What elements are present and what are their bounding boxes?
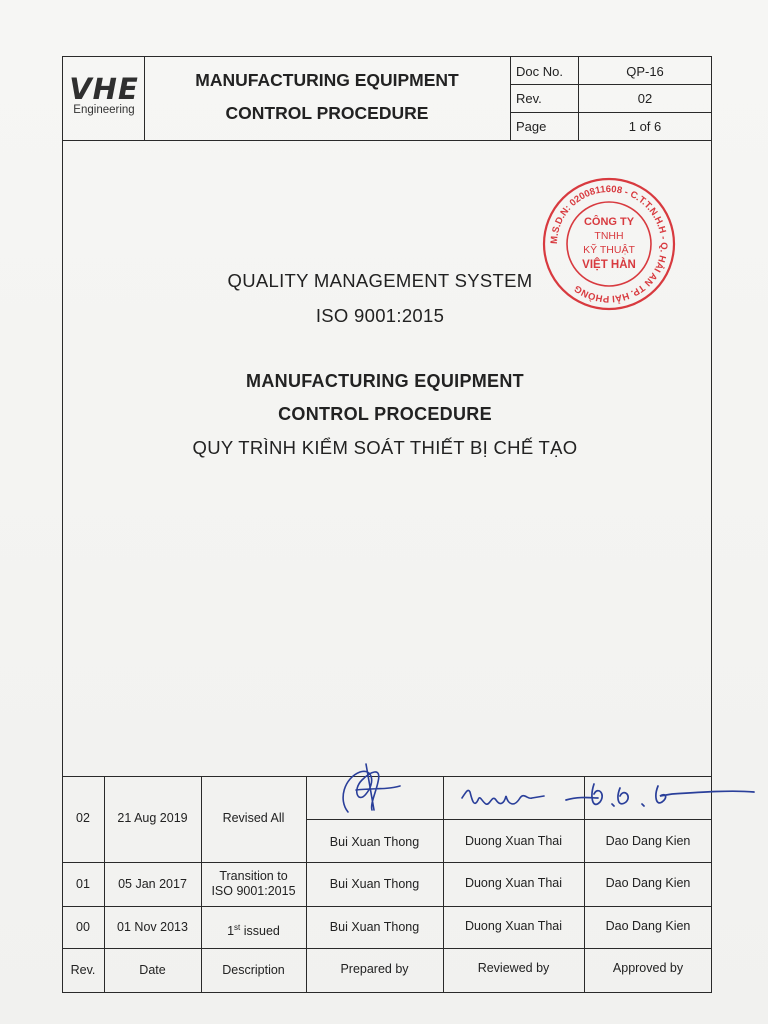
rev-00-description-text: issued <box>240 924 280 939</box>
header-meta-divider <box>510 56 511 140</box>
rev-00-reviewed-by: Duong Xuan Thai <box>464 919 563 933</box>
rev-01-prepared-by: Bui Xuan Thong <box>329 877 420 891</box>
rev-00-prepared-by: Bui Xuan Thong <box>329 920 420 934</box>
rev-00-approved-by: Dao Dang Kien <box>605 919 691 933</box>
approver-signature <box>562 774 758 814</box>
header-title-line2: CONTROL PROCEDURE <box>225 103 429 123</box>
revision-table-row-divider <box>62 948 712 949</box>
column-header-rev: Rev. <box>70 963 96 977</box>
header-logo-divider <box>144 56 145 140</box>
signature-stroke <box>462 790 544 804</box>
header-divider <box>62 140 712 141</box>
rev-00-description <box>201 920 306 939</box>
header-meta-row-divider <box>510 84 712 85</box>
rev-01-reviewed-by: Duong Xuan Thai <box>464 876 563 890</box>
revision-table-row-divider <box>62 862 712 863</box>
rev-02-reviewed-by: Duong Xuan Thai <box>464 834 563 848</box>
logo-subtitle: Engineering <box>73 104 135 116</box>
company-logo <box>66 74 142 116</box>
rev-value: 02 <box>637 91 653 106</box>
column-header-description: Description <box>222 963 285 977</box>
rev-02-prepared-by: Bui Xuan Thong <box>329 835 420 849</box>
stamp-line2: TNHH <box>594 230 624 242</box>
page-value: 1 of 6 <box>628 119 662 134</box>
rev-01-number: 01 <box>76 877 90 891</box>
procedure-title-vietnamese: QUY TRÌNH KIỂM SOÁT THIẾT BỊ CHẾ TẠO <box>192 437 578 458</box>
rev-label: Rev. <box>516 91 542 106</box>
qms-title: QUALITY MANAGEMENT SYSTEM <box>227 270 533 291</box>
header-meta-row-divider <box>510 112 712 113</box>
rev-02-number: 02 <box>76 811 90 825</box>
page-label: Page <box>516 119 547 134</box>
preparer-signature <box>330 760 410 820</box>
rev-00-description-ordinal: st <box>234 923 241 932</box>
column-header-date: Date <box>139 963 166 977</box>
rev-02-date: 21 Aug 2019 <box>117 811 188 825</box>
stamp-line1: CÔNG TY <box>583 216 635 228</box>
doc-no-value: QP-16 <box>626 64 664 79</box>
revision-table-row-divider <box>62 906 712 907</box>
rev-01-description-line1: Transition to <box>219 869 288 883</box>
iso-standard: ISO 9001:2015 <box>315 305 445 326</box>
reviewer-signature <box>458 782 548 816</box>
logo-mark: VHE <box>69 72 139 106</box>
procedure-title-line2: CONTROL PROCEDURE <box>278 404 492 424</box>
column-header-approved-by: Approved by <box>612 961 684 975</box>
stamp-line3: KỸ THUẬT <box>583 244 635 256</box>
rev-00-number: 00 <box>76 920 90 934</box>
column-header-reviewed-by: Reviewed by <box>477 961 550 975</box>
rev-01-description-line2: ISO 9001:2015 <box>211 884 296 898</box>
rev-02-approved-by: Dao Dang Kien <box>605 834 691 848</box>
procedure-title-line1: MANUFACTURING EQUIPMENT <box>246 371 524 391</box>
signature-stroke <box>566 784 754 806</box>
stamp-ring-text: M.S.D.N: 0200811608 - C.T.T.N.H.H - Q. HẢI AN TP. HẢI PHÒNG <box>548 183 670 305</box>
rev-01-approved-by: Dao Dang Kien <box>605 876 691 890</box>
signature-stroke <box>343 764 400 812</box>
rev-00-date: 01 Nov 2013 <box>117 920 188 934</box>
column-header-prepared-by: Prepared by <box>340 962 409 976</box>
rev-00-description-number: 1 <box>227 924 235 939</box>
doc-no-label: Doc No. <box>516 64 563 79</box>
stamp-line4: VIỆT HÀN <box>582 259 636 271</box>
rev-01-date: 05 Jan 2017 <box>118 877 187 891</box>
header-title-line1: MANUFACTURING EQUIPMENT <box>195 70 459 90</box>
rev-02-description: Revised All <box>222 811 285 825</box>
